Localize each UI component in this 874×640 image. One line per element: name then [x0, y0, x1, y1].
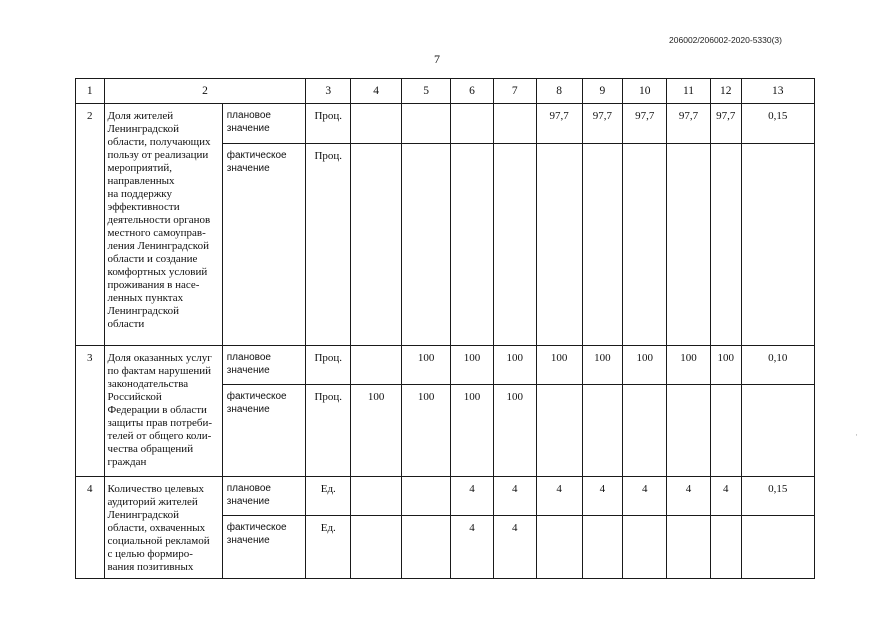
value-cell: 4 — [536, 477, 582, 516]
value-cell: 4 — [493, 477, 536, 516]
indicator-name — [104, 346, 222, 477]
value-cell — [623, 144, 667, 346]
value-cell — [582, 516, 623, 579]
indicator-name-line: законодательства — [107, 378, 189, 390]
value-cell — [351, 516, 402, 579]
unit-cell: Ед. — [306, 516, 351, 579]
header-cell: 9 — [582, 79, 623, 104]
indicator-name-line: области, охваченных — [107, 522, 206, 534]
header-cell: 13 — [741, 79, 814, 104]
indicator-name-line: социальной рекламой — [107, 535, 210, 547]
unit-cell: Проц. — [306, 144, 351, 346]
indicator-name-line: деятельности органов — [107, 214, 211, 226]
value-cell — [451, 104, 494, 144]
fact-value-label — [222, 516, 306, 579]
value-label-line: значение — [226, 163, 270, 174]
value-label-line: фактическое — [226, 391, 287, 402]
indicator-name-line: местного самоуправ- — [107, 227, 206, 239]
value-cell: 4 — [667, 477, 711, 516]
value-cell — [710, 516, 741, 579]
header-cell: 7 — [493, 79, 536, 104]
value-cell — [710, 144, 741, 346]
indicator-name-line: защиты прав потреби- — [107, 417, 212, 429]
value-cell: 100 — [710, 346, 741, 385]
weight-cell: 0,15 — [741, 104, 814, 144]
value-label-line: плановое — [226, 352, 271, 363]
table-row-plan — [76, 477, 815, 516]
indicator-name — [104, 104, 222, 346]
weight-cell — [741, 516, 814, 579]
indicator-name-line: Доля оказанных услуг — [107, 352, 212, 364]
value-cell — [402, 144, 451, 346]
value-cell: 4 — [493, 516, 536, 579]
value-cell: 97,7 — [667, 104, 711, 144]
table-row-plan — [76, 346, 815, 385]
weight-cell: 0,15 — [741, 477, 814, 516]
value-cell — [402, 477, 451, 516]
value-label-line: значение — [226, 404, 270, 415]
plan-value-label — [222, 104, 306, 144]
header-cell: 2 — [104, 79, 306, 104]
value-cell — [402, 104, 451, 144]
page-number: 7 — [434, 52, 440, 66]
indicator-name-line: Ленинградской — [107, 305, 180, 317]
header-cell: 6 — [451, 79, 494, 104]
row-number: 3 — [76, 346, 105, 477]
header-cell: 12 — [710, 79, 741, 104]
value-cell: 4 — [451, 516, 494, 579]
indicator-name-line: области и создание — [107, 253, 198, 265]
indicator-name-line: Количество целевых — [107, 483, 205, 495]
indicator-name-line: аудиторий жителей — [107, 496, 198, 508]
value-cell: 100 — [536, 346, 582, 385]
indicator-name-line: ленных пунктах — [107, 292, 184, 304]
fact-value-label — [222, 385, 306, 477]
value-cell — [536, 385, 582, 477]
value-cell — [536, 516, 582, 579]
value-cell — [582, 144, 623, 346]
indicator-name-line: вания позитивных — [107, 561, 194, 573]
weight-cell — [741, 144, 814, 346]
header-row — [76, 79, 815, 104]
weight-cell — [741, 385, 814, 477]
indicator-name-line: ления Ленинградской — [107, 240, 209, 252]
indicator-name-line: чества обращений — [107, 443, 194, 455]
table-row-plan — [76, 104, 815, 144]
indicator-name — [104, 477, 222, 579]
unit-cell: Проц. — [306, 346, 351, 385]
indicator-name-line: Федерации в области — [107, 404, 207, 416]
value-cell — [451, 144, 494, 346]
value-cell: 100 — [667, 346, 711, 385]
value-label-line: значение — [226, 123, 270, 134]
indicator-name-line: граждан — [107, 456, 147, 468]
value-label-line: плановое — [226, 483, 271, 494]
indicator-name-line: направленных — [107, 175, 175, 187]
indicator-name-line: области, получающих — [107, 136, 211, 148]
value-cell: 97,7 — [623, 104, 667, 144]
value-cell — [493, 144, 536, 346]
value-cell — [351, 104, 402, 144]
value-label-line: значение — [226, 496, 270, 507]
value-cell — [623, 516, 667, 579]
indicator-name-line: эффективности — [107, 201, 180, 213]
value-cell: 100 — [493, 346, 536, 385]
weight-cell: 0,10 — [741, 346, 814, 385]
indicator-name-line: мероприятий, — [107, 162, 173, 174]
value-cell: 100 — [582, 346, 623, 385]
unit-cell: Проц. — [306, 385, 351, 477]
plan-value-label — [222, 477, 306, 516]
value-cell: 100 — [402, 346, 451, 385]
indicator-name-line: области — [107, 318, 145, 330]
value-cell: 97,7 — [582, 104, 623, 144]
header-cell: 10 — [623, 79, 667, 104]
scan-speck: · — [855, 430, 858, 440]
indicators-table — [75, 78, 815, 579]
fact-value-label — [222, 144, 306, 346]
indicator-name-line: комфортных условий — [107, 266, 208, 278]
plan-value-label — [222, 346, 306, 385]
value-cell — [710, 385, 741, 477]
header-cell: 4 — [351, 79, 402, 104]
value-cell — [402, 516, 451, 579]
indicator-name-line: пользу от реализации — [107, 149, 209, 161]
header-cell: 5 — [402, 79, 451, 104]
indicator-name-line: Российской — [107, 391, 162, 403]
value-cell: 100 — [402, 385, 451, 477]
value-cell — [582, 385, 623, 477]
value-cell — [623, 385, 667, 477]
header-cell: 11 — [667, 79, 711, 104]
value-label-line: значение — [226, 535, 270, 546]
indicator-name-line: на поддержку — [107, 188, 172, 200]
value-label-line: плановое — [226, 110, 271, 121]
row-number: 4 — [76, 477, 105, 579]
value-cell — [351, 477, 402, 516]
value-cell: 4 — [582, 477, 623, 516]
header-cell: 3 — [306, 79, 351, 104]
value-cell — [667, 144, 711, 346]
value-cell — [536, 144, 582, 346]
value-cell — [493, 104, 536, 144]
value-cell — [667, 516, 711, 579]
indicator-name-line: Ленинградской — [107, 509, 180, 521]
header-cell: 8 — [536, 79, 582, 104]
header-cell: 1 — [76, 79, 105, 104]
indicator-name-line: Ленинградской — [107, 123, 180, 135]
value-cell — [351, 144, 402, 346]
document-id: 206002/206002-2020-5330(3) — [669, 35, 782, 45]
value-cell: 100 — [493, 385, 536, 477]
value-cell: 4 — [451, 477, 494, 516]
unit-cell: Ед. — [306, 477, 351, 516]
indicator-name-line: с целью формиро- — [107, 548, 193, 560]
value-label-line: фактическое — [226, 150, 287, 161]
value-cell: 4 — [623, 477, 667, 516]
value-cell: 100 — [451, 385, 494, 477]
value-cell: 100 — [623, 346, 667, 385]
indicator-name-line: по фактам нарушений — [107, 365, 212, 377]
value-cell: 100 — [451, 346, 494, 385]
indicator-name-line: проживания в насе- — [107, 279, 200, 291]
value-cell: 97,7 — [710, 104, 741, 144]
indicator-name-line: Доля жителей — [107, 110, 174, 122]
unit-cell: Проц. — [306, 104, 351, 144]
indicator-name-line: телей от общего коли- — [107, 430, 212, 442]
value-label-line: фактическое — [226, 522, 287, 533]
value-label-line: значение — [226, 365, 270, 376]
value-cell: 4 — [710, 477, 741, 516]
row-number: 2 — [76, 104, 105, 346]
value-cell — [351, 346, 402, 385]
value-cell — [667, 385, 711, 477]
value-cell: 97,7 — [536, 104, 582, 144]
value-cell: 100 — [351, 385, 402, 477]
